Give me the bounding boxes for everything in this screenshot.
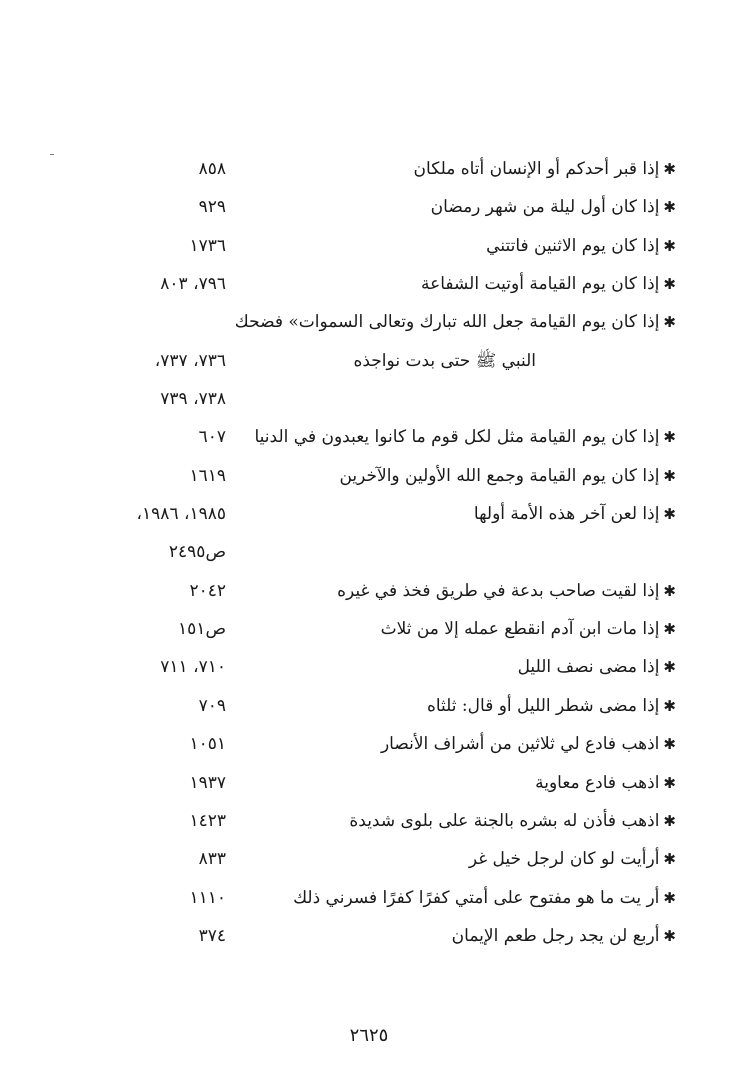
entry-text-content: أرأيت لو كان لرجل خيل غر bbox=[468, 849, 660, 870]
entry-reference-number: ١٧٣٦ bbox=[189, 235, 226, 256]
bullet-marker: ✱ bbox=[663, 505, 676, 524]
entry-reference-number: ١٩٨٥، ١٩٨٦، bbox=[136, 504, 226, 525]
bullet-marker: ✱ bbox=[663, 160, 676, 178]
bullet-marker: ✱ bbox=[663, 735, 676, 754]
bullet-marker: ✱ bbox=[663, 466, 676, 485]
entry-text bbox=[206, 572, 676, 610]
entry-text bbox=[206, 840, 676, 878]
entry-text-content: إذا كان يوم القيامة جعل الله تبارك وتعالى السموات» فضحك bbox=[234, 312, 660, 333]
entry-text-content: إذا قبر أحدكم أو الإنسان أتاه ملكان bbox=[413, 159, 660, 179]
entry-text bbox=[206, 303, 676, 341]
entry-reference-number: ٣٧٤ bbox=[198, 925, 226, 946]
bullet-marker: ✱ bbox=[663, 696, 676, 715]
index-entry bbox=[0, 687, 738, 725]
entry-text bbox=[206, 457, 676, 495]
entry-text-content: إذا كان أول ليلة من شهر رمضان bbox=[430, 197, 660, 218]
entry-text bbox=[206, 687, 676, 725]
entry-reference-number: ١٠٥١ bbox=[189, 734, 226, 755]
entry-reference-number: ٢٠٤٢ bbox=[189, 580, 226, 601]
entry-text-content: اذهب فادع معاوية bbox=[535, 772, 660, 793]
index-entry bbox=[0, 380, 738, 418]
entry-text bbox=[206, 418, 676, 456]
index-entry bbox=[0, 533, 738, 571]
entry-text bbox=[206, 150, 676, 188]
entry-text-content: أر يت ما هو مفتوح على أمتي كفرًا كفرًا فسرني ذلك bbox=[293, 887, 660, 908]
index-entry bbox=[0, 265, 738, 303]
entry-text bbox=[206, 265, 676, 303]
index-entry bbox=[0, 725, 738, 763]
index-entry bbox=[0, 188, 738, 226]
entry-text-content: إذا كان يوم القيامة أوتيت الشفاعة bbox=[420, 274, 660, 295]
entry-text bbox=[206, 764, 676, 802]
hadith-index-list bbox=[0, 150, 738, 955]
bullet-marker: ✱ bbox=[663, 198, 676, 217]
entry-text-content: النبي ﷺ حتى بدت نواجذه bbox=[353, 350, 536, 371]
entry-reference-number: ١٦١٩ bbox=[189, 465, 226, 486]
bullet-marker: ✱ bbox=[663, 773, 676, 792]
index-entry bbox=[0, 879, 738, 917]
bullet-marker: ✱ bbox=[663, 620, 676, 639]
bullet-marker: ✱ bbox=[663, 313, 676, 332]
index-entry bbox=[0, 840, 738, 878]
bullet-marker: ✱ bbox=[663, 236, 676, 255]
index-entry bbox=[0, 572, 738, 610]
entry-reference-number: ص١٥١ bbox=[178, 619, 226, 640]
entry-text-content: أربع لن يجد رجل طعم الإيمان bbox=[451, 925, 660, 946]
entry-text-content: إذا كان يوم الاثنين فاتتني bbox=[486, 235, 660, 256]
entry-text-content: إذا مضى نصف الليل bbox=[517, 657, 660, 678]
entry-reference-number: ٧٠٩ bbox=[198, 695, 226, 716]
entry-text-content: إذا كان يوم القيامة وجمع الله الأولين والآخرين bbox=[339, 465, 660, 486]
index-entry bbox=[0, 802, 738, 840]
bullet-marker: ✱ bbox=[663, 926, 676, 945]
entry-text bbox=[206, 648, 676, 686]
bullet-marker: ✱ bbox=[663, 850, 676, 869]
entry-text bbox=[206, 188, 676, 226]
bullet-marker: ✱ bbox=[663, 428, 676, 447]
entry-reference-number: ٧١٠، ٧١١ bbox=[160, 657, 226, 678]
entry-text-content: اذهب فادع لي ثلاثين من أشراف الأنصار bbox=[380, 734, 660, 755]
entry-text bbox=[206, 725, 676, 763]
entry-reference-number: ٩٢٩ bbox=[198, 197, 226, 218]
index-entry bbox=[0, 648, 738, 686]
index-entry bbox=[0, 303, 738, 341]
index-entry bbox=[0, 610, 738, 648]
index-entry bbox=[0, 418, 738, 456]
entry-reference-number: ١١١٠ bbox=[189, 887, 226, 908]
index-entry bbox=[0, 150, 738, 188]
entry-reference-number: ٨٣٣ bbox=[198, 849, 226, 870]
entry-text bbox=[206, 879, 676, 917]
entry-reference-number: ص٢٤٩٥ bbox=[168, 542, 226, 563]
entry-text-content: إذا لقيت صاحب بدعة في طريق فخذ في غيره bbox=[337, 580, 660, 601]
index-entry bbox=[0, 457, 738, 495]
entry-reference-number: ٦٠٧ bbox=[198, 427, 226, 448]
bullet-marker: ✱ bbox=[663, 581, 676, 600]
index-entry bbox=[0, 342, 738, 380]
bullet-marker: ✱ bbox=[663, 811, 676, 830]
page-number: ٢٦٢٥ bbox=[349, 1025, 389, 1046]
entry-text bbox=[206, 227, 676, 265]
entry-reference-number: ٧٣٨، ٧٣٩ bbox=[160, 389, 226, 410]
entry-text bbox=[204, 342, 674, 380]
bullet-marker: ✱ bbox=[663, 658, 676, 677]
entry-reference-number: ١٩٣٧ bbox=[189, 772, 226, 793]
entry-reference-number: ١٤٢٣ bbox=[189, 810, 226, 831]
entry-text-content: اذهب فأذن له بشره بالجنة على بلوى شديدة bbox=[349, 810, 660, 831]
entry-text bbox=[206, 802, 676, 840]
entry-reference-number: ٨٥٨ bbox=[198, 159, 226, 179]
entry-text-content: إذا كان يوم القيامة مثل لكل قوم ما كانوا يعبدون في الدنيا bbox=[254, 427, 660, 448]
bullet-marker: ✱ bbox=[663, 275, 676, 294]
entry-text bbox=[206, 610, 676, 648]
entry-reference-number: ٧٩٦، ٨٠٣ bbox=[160, 274, 226, 295]
entry-text-content: إذا مضى شطر الليل أو قال: ثلثاه bbox=[426, 695, 660, 716]
entry-text bbox=[206, 917, 676, 955]
index-entry bbox=[0, 227, 738, 265]
bullet-marker: ✱ bbox=[663, 888, 676, 907]
index-entry bbox=[0, 917, 738, 955]
entry-reference-number: ٧٣٦، ٧٣٧، bbox=[154, 350, 226, 371]
index-entry bbox=[0, 495, 738, 533]
entry-text-content: إذا مات ابن آدم انقطع عمله إلا من ثلاث bbox=[380, 619, 660, 640]
index-entry bbox=[0, 764, 738, 802]
entry-text-content: إذا لعن آخر هذه الأمة أولها bbox=[473, 504, 660, 525]
entry-text bbox=[206, 495, 676, 533]
